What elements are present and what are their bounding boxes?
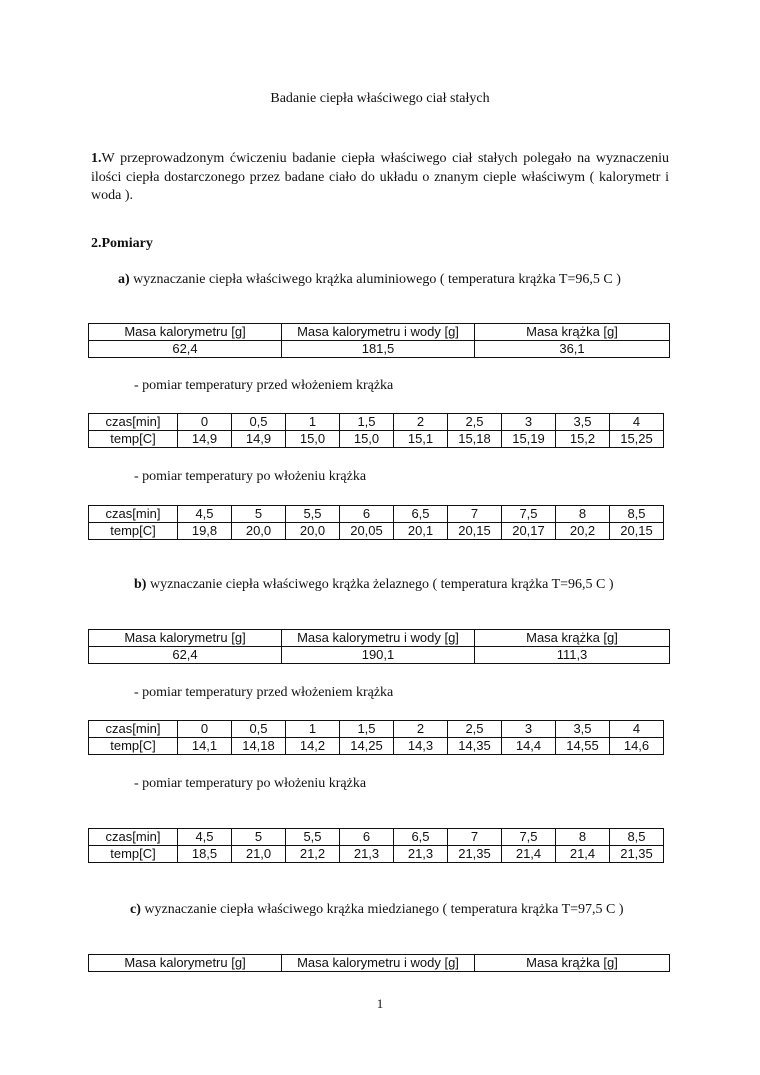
mass-header-cell: Masa krążka [g] [475,955,670,972]
temp-cell: 21,4 [556,846,610,863]
part-c-text: wyznaczanie ciepła właściwego krążka miedzianego ( temperatura krążka T=97,5 C ) [140,902,624,917]
part-b-heading [134,577,614,593]
part-a-after-table [88,505,664,540]
time-cell: 2 [394,414,448,431]
temp-cell: 20,1 [394,523,448,540]
temp-cell: 14,4 [502,738,556,755]
mass-header-cell: Masa kalorymetru i wody [g] [282,630,475,647]
temp-cell: 21,4 [502,846,556,863]
mass-value-row [89,341,670,358]
part-a-letter: a) [118,272,130,287]
mass-header-row [89,955,670,972]
part-b-before-table [88,720,664,755]
time-cell: 0 [178,721,232,738]
mass-value-cell: 36,1 [475,341,670,358]
time-cell: 7 [448,506,502,523]
temp-cell: 21,3 [394,846,448,863]
temp-cell: 14,3 [394,738,448,755]
temp-cell: 20,15 [610,523,664,540]
time-cell: 1 [286,414,340,431]
time-cell: 8 [556,506,610,523]
temp-cell: 21,35 [610,846,664,863]
part-c-mass-table [88,954,670,972]
temp-label-cell: temp[C] [89,431,178,448]
mass-header-row [89,630,670,647]
time-cell: 6 [340,506,394,523]
temp-cell: 14,2 [286,738,340,755]
temp-cell: 21,2 [286,846,340,863]
mass-value-row [89,647,670,664]
temp-cell: 15,1 [394,431,448,448]
temp-cell: 20,05 [340,523,394,540]
mass-header-cell: Masa kalorymetru [g] [89,324,282,341]
part-b-letter: b) [134,577,147,592]
temp-cell: 15,0 [286,431,340,448]
time-cell: 5 [232,506,286,523]
time-cell: 2 [394,721,448,738]
time-row [89,829,664,846]
time-cell: 2,5 [448,414,502,431]
temp-cell: 15,19 [502,431,556,448]
part-a-heading [118,272,621,288]
part-a-text: wyznaczanie ciepła właściwego krążka aluminiowego ( temperatura krążka T=96,5 C ) [129,272,621,287]
time-row [89,506,664,523]
temp-cell: 20,2 [556,523,610,540]
temp-cell: 21,35 [448,846,502,863]
mass-value-cell: 111,3 [475,647,670,664]
mass-header-cell: Masa krążka [g] [475,630,670,647]
mass-header-cell: Masa kalorymetru i wody [g] [282,324,475,341]
mass-value-cell: 190,1 [282,647,475,664]
time-cell: 0,5 [232,414,286,431]
page-title: Badanie ciepła właściwego ciał stałych [270,91,490,106]
temp-label-cell: temp[C] [89,738,178,755]
time-cell: 7,5 [502,829,556,846]
mass-header-row [89,324,670,341]
time-cell: 6,5 [394,829,448,846]
temp-cell: 19,8 [178,523,232,540]
temp-cell: 14,9 [232,431,286,448]
time-cell: 4 [610,414,664,431]
temp-cell: 14,9 [178,431,232,448]
mass-header-cell: Masa kalorymetru [g] [89,955,282,972]
temp-cell: 14,35 [448,738,502,755]
time-cell: 1,5 [340,414,394,431]
temp-cell: 18,5 [178,846,232,863]
part-b-note-after: - pomiar temperatury po włożeniu krążka [134,776,367,791]
time-cell: 8 [556,829,610,846]
time-row [89,721,664,738]
temp-cell: 21,3 [340,846,394,863]
time-cell: 5,5 [286,506,340,523]
mass-value-cell: 62,4 [89,647,282,664]
temp-cell: 15,18 [448,431,502,448]
time-cell: 2,5 [448,721,502,738]
temp-cell: 20,0 [286,523,340,540]
temp-cell: 15,0 [340,431,394,448]
part-a-before-table [88,413,664,448]
part-b-after-table [88,828,664,863]
temp-cell: 20,0 [232,523,286,540]
temp-cell: 21,0 [232,846,286,863]
temp-row [89,431,664,448]
time-cell: 5 [232,829,286,846]
time-label-cell: czas[min] [89,829,178,846]
part-b-text: wyznaczanie ciepła właściwego krążka żelaznego ( temperatura krążka T=96,5 C ) [146,577,614,592]
temp-cell: 14,6 [610,738,664,755]
time-cell: 8,5 [610,506,664,523]
intro-number: 1. [91,151,102,166]
temp-row [89,738,664,755]
time-cell: 7,5 [502,506,556,523]
temp-cell: 14,25 [340,738,394,755]
time-cell: 4,5 [178,506,232,523]
temp-cell: 15,25 [610,431,664,448]
time-cell: 0 [178,414,232,431]
part-a-mass-table [88,323,670,358]
section-heading-measurements: 2.Pomiary [91,236,153,251]
mass-value-cell: 62,4 [89,341,282,358]
time-label-cell: czas[min] [89,414,178,431]
time-cell: 3 [502,721,556,738]
mass-header-cell: Masa krążka [g] [475,324,670,341]
part-b-note-before: - pomiar temperatury przed włożeniem krążka [134,685,394,700]
time-row [89,414,664,431]
time-cell: 3 [502,414,556,431]
time-label-cell: czas[min] [89,721,178,738]
page-number: 1 [376,996,384,1011]
time-cell: 8,5 [610,829,664,846]
time-cell: 4,5 [178,829,232,846]
temp-cell: 14,1 [178,738,232,755]
part-a-note-before: - pomiar temperatury przed włożeniem krążka [134,378,394,393]
part-c-letter: c) [130,902,141,917]
time-cell: 1,5 [340,721,394,738]
time-label-cell: czas[min] [89,506,178,523]
temp-cell: 14,18 [232,738,286,755]
time-cell: 3,5 [556,721,610,738]
temp-cell: 20,15 [448,523,502,540]
temp-cell: 15,2 [556,431,610,448]
time-cell: 7 [448,829,502,846]
temp-cell: 20,17 [502,523,556,540]
temp-cell: 14,55 [556,738,610,755]
time-cell: 4 [610,721,664,738]
time-cell: 3,5 [556,414,610,431]
intro-text: W przeprowadzonym ćwiczeniu badanie ciepła właściwego ciał stałych polegało na wyznaczeniu ilości ciepła dostarczonego przez badane ciało do układu o znanym cieple właściwym ( kalorymetr i woda ). [91,151,669,203]
temp-label-cell: temp[C] [89,523,178,540]
time-cell: 0,5 [232,721,286,738]
part-a-note-after: - pomiar temperatury po włożeniu krążka [134,469,367,484]
time-cell: 6,5 [394,506,448,523]
time-cell: 1 [286,721,340,738]
temp-row [89,523,664,540]
temp-label-cell: temp[C] [89,846,178,863]
mass-value-cell: 181,5 [282,341,475,358]
part-b-mass-table [88,629,670,664]
time-cell: 6 [340,829,394,846]
part-c-heading [130,902,624,918]
mass-header-cell: Masa kalorymetru [g] [89,630,282,647]
intro-paragraph [91,150,669,206]
temp-row [89,846,664,863]
time-cell: 5,5 [286,829,340,846]
mass-header-cell: Masa kalorymetru i wody [g] [282,955,475,972]
